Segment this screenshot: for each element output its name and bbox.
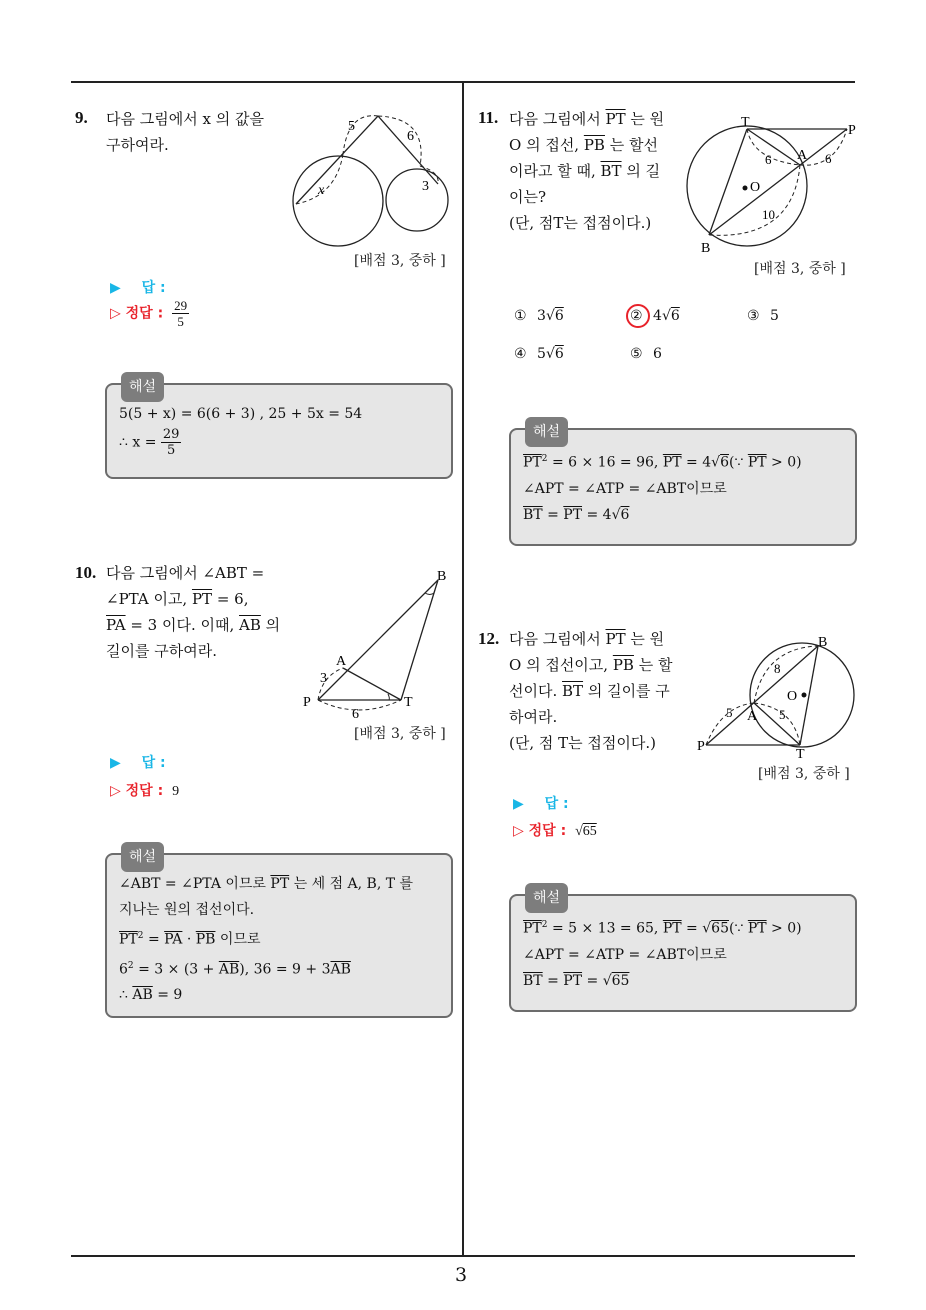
q12-s1d: $\overline{PT}$ [662,920,682,937]
q12-sol-line3 [523,968,843,994]
q11-c2-rad: 6 [670,308,680,324]
q9-correct-row [110,298,189,329]
q12-t3a: 선이다. [509,682,563,700]
q10-figure [298,562,458,722]
q9-sol-num: 29 [162,427,180,442]
q11-label-10: 10 [762,207,775,222]
q11-c4-rad: 6 [554,346,564,362]
q10-correct-row [110,780,179,800]
sqrt-icon: √ [711,454,721,471]
q11-choice-1[interactable] [514,308,564,324]
q10-label-b: B [437,569,447,584]
q11-sol-line2: ∠APT = ∠ATP = ∠ABT이므로 [523,480,727,497]
q10-t3a: $\overline{PA}$ [106,616,126,634]
q10-s4b: 2 [127,960,134,971]
q12-figure [692,630,860,760]
q12-center-dot [802,693,807,698]
q10-solution-tag: 해설 [121,842,164,872]
q9-number: 9. [75,108,88,127]
q10-answer-row [110,752,166,772]
q12-s1a: $\overline{PT}$ [523,920,542,937]
q10-angle-t [388,694,389,700]
q11-choice-5[interactable] [630,346,662,362]
q11-label-o: O [750,180,761,195]
q11-c4-mark: ④ [514,346,527,362]
q10-text-line3 [106,612,286,638]
q12-correct-arrow-icon: ▷ [513,823,524,839]
bottom-rule [71,1255,855,1257]
q10-arc-pt [318,700,401,710]
q10-sol-line5 [119,982,439,1008]
q11-c1-mark: ① [514,308,527,324]
q9-correct-value [172,298,189,329]
q11-s1e: = 4 [681,454,712,471]
q11-t3b: $\overline{BT}$ [600,162,622,180]
q10-s1c: 는 세 점 A, B, T 를 [289,876,414,892]
q12-correct-row [513,820,597,840]
q11-c3-pre: 5 [770,308,779,324]
q9-solution-tag: 해설 [121,372,164,402]
sqrt-icon: √ [661,308,671,324]
q10-line-at [343,668,401,700]
q11-sol-line1 [523,446,843,476]
q10-solution-box [105,849,453,1018]
q11-s1f: 6 [720,454,729,471]
q9-sol-frac [161,427,182,458]
q9-answer-row [110,277,166,297]
q10-t3b: = 3 이다. 이때, [125,616,240,634]
q12-solution-box [509,890,857,1012]
q12-correct-value [575,824,597,839]
q11-number: 11. [478,108,499,127]
q12-text-line3 [509,678,689,704]
q12-t2a: O 의 접선이고, [509,656,613,674]
sqrt-icon: √ [545,308,555,324]
q9-correct-arrow-icon: ▷ [110,305,121,322]
q11-text [509,106,689,236]
q9-text-line2: 구하여라. [106,136,169,154]
q11-s3c: $\overline{PT}$ [563,506,583,523]
q12-label-t: T [796,747,805,760]
q11-figure [685,112,860,260]
q12-s3c: $\overline{PT}$ [563,972,583,989]
q10-s4d: $\overline{AB}$ [218,961,240,978]
q12-s3d: = [582,972,603,989]
q12-answer-row [513,793,569,813]
q12-text [509,626,689,756]
q11-choice-3[interactable] [747,308,779,324]
q12-label-b: B [818,635,828,650]
q12-text-line1 [509,626,689,652]
q12-text-line2 [509,652,689,678]
q10-s1a: ∠ABT = ∠PTA 이므로 [119,876,271,892]
q11-secant-pb [709,129,847,235]
q9-label-6: 6 [407,129,414,144]
q11-s1g: (∵ [729,454,748,471]
q9-secant-right [378,116,438,184]
q11-t1c: 는 원 [625,110,665,128]
q9-figure [288,104,458,254]
q11-s3b: = [542,506,564,523]
q9-circle-small [386,169,448,231]
q10-label-6: 6 [352,707,359,722]
q11-s1a: $\overline{PT}$ [523,454,542,471]
q10-s4a: 6 [119,961,128,978]
q11-c2-mark-wrap [630,308,647,324]
q12-line-at [754,703,800,745]
q12-s3e: 65 [611,972,630,989]
q12-text-line5: (단, 점 T는 접점이다.) [509,734,656,752]
q12-t2c: 는 할 [633,656,673,674]
sqrt-icon: √ [575,824,583,839]
q10-s3a: $\overline{PT}$ [119,931,138,948]
q11-t1b: $\overline{PT}$ [605,110,626,128]
q9-text-line1: 다음 그림에서 x 의 값을 [106,110,264,128]
q11-c2-mark: ② [630,308,643,324]
column-divider [462,83,464,1256]
q11-label-6b: 6 [825,151,832,166]
q12-correct-label: 정답 : [528,823,567,839]
q10-correct-label: 정답 : [125,783,164,799]
q10-text-line1: 다음 그림에서 ∠ABT = [106,564,265,582]
q12-sol-line2: ∠APT = ∠ATP = ∠ABT이므로 [523,946,727,963]
q11-sol-line3 [523,502,843,528]
q12-correct-rad: 65 [582,824,597,839]
q11-s1i: > 0) [766,454,802,471]
q11-solution-tag: 해설 [525,417,568,447]
q11-s1b: 2 [541,454,548,464]
q11-c2-pre: 4 [653,308,662,324]
q12-t3c: 의 길이를 구 [583,682,670,700]
q12-label-5b: 5 [779,707,786,722]
q10-sol-line4 [119,953,439,983]
q10-s3f: $\overline{PB}$ [195,931,216,948]
q9-sol-line1: 5(5 + x) = 6(6 + 3) , 25 + 5x = 54 [119,406,363,422]
q10-correct-value: 9 [172,784,180,799]
q9-label-x: x [318,183,325,198]
sqrt-icon: √ [611,506,621,523]
q11-s1c: = 6 × 16 = 96, [547,454,663,471]
q11-s3a: $\overline{BT}$ [523,506,543,523]
q11-choice-2[interactable] [630,308,680,324]
q10-s5c: = 9 [152,987,183,1004]
q10-label-t: T [404,695,413,710]
q9-label-5: 5 [348,119,355,134]
q10-answer-arrow-icon: ▶ [110,755,121,771]
q9-difficulty: [배점 3, 중하 ] [354,253,446,269]
q10-label-p: P [303,695,311,710]
q11-text-line1 [509,106,689,132]
q10-correct-arrow-icon: ▷ [110,783,121,799]
q11-s1h: $\overline{PT}$ [747,454,767,471]
q11-s3e: 6 [620,506,630,523]
q12-t1b: $\overline{PT}$ [605,630,626,648]
q12-sol-line1 [523,912,843,942]
q10-s5b: $\overline{AB}$ [132,987,153,1004]
q12-s1g: (∵ [729,920,748,937]
q9-text [106,106,296,158]
q10-difficulty: [배점 3, 중하 ] [354,726,446,742]
q11-t2c: 는 할선 [604,136,658,154]
q12-label-a: A [747,709,758,724]
q11-label-t: T [741,115,750,130]
q10-s4e: ), 36 = 9 + 3 [239,961,331,978]
q12-label-o: O [787,689,798,704]
q10-text-line2 [106,586,286,612]
q12-s3a: $\overline{BT}$ [523,972,543,989]
page-number: 3 [455,1264,468,1286]
q10-label-3: 3 [320,671,327,686]
q10-s3e: · [182,931,196,948]
q9-sol-line2 [119,427,439,458]
q11-t3c: 의 길 [621,162,661,180]
q10-sol-line1 [119,871,439,897]
q9-sol-therefore: ∴ x = [119,434,157,451]
q10-s1b: $\overline{PT}$ [270,876,290,892]
q12-difficulty: [배점 3, 중하 ] [758,766,850,782]
q12-label-8: 8 [774,661,781,676]
q9-answer-label: 답 : [141,280,166,296]
q10-s4f: $\overline{AB}$ [330,961,351,978]
q11-t1a: 다음 그림에서 [509,110,606,128]
q12-s1c: = 5 × 13 = 65, [547,920,663,937]
q10-angle-b [425,593,434,595]
q11-choice-4[interactable] [514,346,564,362]
q9-correct-den: 5 [177,314,184,329]
q10-t2c: = 6, [212,590,249,608]
q12-s1i: > 0) [766,920,802,937]
sqrt-icon: √ [602,972,612,989]
q11-c1-rad: 6 [554,308,564,324]
q10-answer-label: 답 : [141,755,166,771]
q11-label-a: A [797,148,808,163]
q11-c4-pre: 5 [537,346,546,362]
q12-text-line4: 하여라. [509,708,558,726]
q11-label-6a: 6 [765,152,772,167]
q12-answer-arrow-icon: ▶ [513,796,524,812]
q11-c5-pre: 6 [653,346,662,362]
q9-correct-label: 정답 : [125,305,164,322]
q12-t1a: 다음 그림에서 [509,630,606,648]
q9-secant-left [296,116,378,204]
q10-number: 10. [75,563,97,582]
q10-t3d: 의 [260,616,281,634]
q11-t2a: O 의 접선, [509,136,584,154]
q11-t3a: 이라고 할 때, [509,162,601,180]
q11-s3d: = 4 [582,506,612,523]
q12-t2b: $\overline{PB}$ [612,656,634,674]
q9-answer-arrow-icon: ▶ [110,280,121,296]
q10-sol-line3 [119,923,439,953]
q11-c1-pre: 3 [537,308,546,324]
q11-text-line4: 이는? [509,188,547,206]
q12-s1h: $\overline{PT}$ [747,920,767,937]
q11-s1d: $\overline{PT}$ [662,454,682,471]
q12-s3b: = [542,972,564,989]
q12-t3b: $\overline{BT}$ [562,682,584,700]
q12-t1c: 는 원 [625,630,665,648]
q10-s3g: 이므로 [215,931,261,948]
q12-label-p: P [697,739,705,754]
sqrt-icon: √ [702,920,712,937]
q10-text-line4: 길이를 구하여라. [106,642,217,660]
q11-circle [687,126,807,246]
q11-c5-mark: ⑤ [630,346,643,362]
q12-s1b: 2 [541,920,548,930]
q12-answer-label: 답 : [544,796,569,812]
sqrt-icon: √ [545,346,555,362]
q11-text-line5: (단, 점T는 접점이다.) [509,214,652,232]
q11-label-p: P [848,123,856,138]
selected-circle-icon [626,304,650,328]
q9-solution-box [105,379,453,479]
q9-label-3: 3 [422,179,429,194]
q12-label-5a: 5 [726,705,733,720]
q12-s1f: 65 [711,920,729,937]
q12-solution-tag: 해설 [525,883,568,913]
q11-text-line2 [509,132,689,158]
q11-c3-mark: ③ [747,308,760,324]
q9-sol-den: 5 [167,443,176,458]
q12-number: 12. [478,629,500,648]
q11-center-dot [743,186,748,191]
q11-difficulty: [배점 3, 중하 ] [754,261,846,277]
q10-sol-line2: 지나는 원의 접선이다. [119,902,255,918]
q10-label-a: A [336,654,347,669]
q10-text [106,560,286,664]
q11-t2b: $\overline{PB}$ [583,136,605,154]
q10-s3c: = [143,931,165,948]
q11-text-line3 [509,158,689,184]
q10-s4c: = 3 × (3 + [133,961,219,978]
q10-s3b: 2 [137,931,144,941]
q9-correct-num: 29 [174,298,188,313]
q12-s1e: = [681,920,703,937]
q10-s5a: ∴ [119,987,133,1004]
q10-t2b: $\overline{PT}$ [191,590,213,608]
q9-circle-large [293,156,383,246]
q10-s3d: $\overline{PA}$ [164,931,183,948]
q10-t2a: ∠PTA 이고, [106,590,192,608]
q11-label-b: B [701,241,711,256]
q11-line-bt [709,129,747,235]
q10-t3c: $\overline{AB}$ [239,616,261,634]
q11-solution-box [509,424,857,546]
